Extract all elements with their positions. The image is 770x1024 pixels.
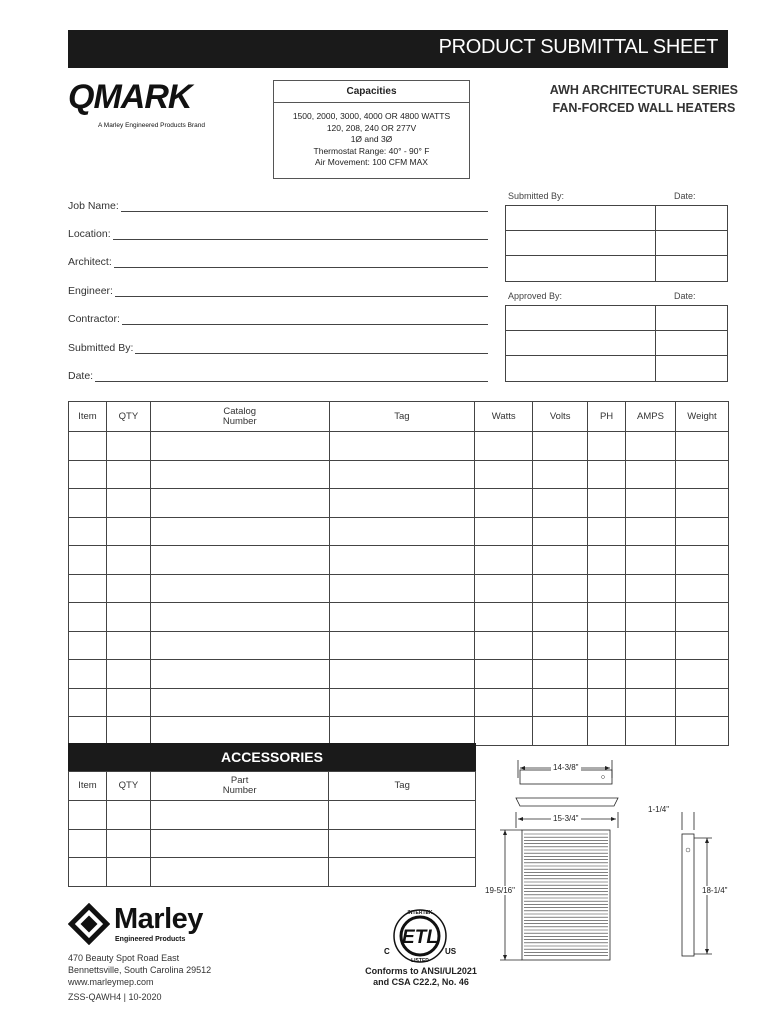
table-cell[interactable] <box>533 574 588 603</box>
table-cell[interactable] <box>533 489 588 518</box>
page-title: PRODUCT SUBMITTAL SHEET <box>438 36 718 58</box>
table-cell[interactable] <box>329 858 476 887</box>
table-cell[interactable] <box>533 717 588 746</box>
table-row <box>69 517 729 546</box>
table-cell[interactable] <box>69 460 107 489</box>
dimension-height: 19-5/16" <box>485 886 515 895</box>
etl-us-text: US <box>445 947 457 956</box>
capacities-box <box>273 80 470 179</box>
table-cell[interactable] <box>675 574 728 603</box>
table-cell[interactable] <box>588 517 626 546</box>
table-cell[interactable] <box>588 631 626 660</box>
address-line: 470 Beauty Spot Road East <box>68 953 180 963</box>
table-cell[interactable] <box>329 489 475 518</box>
submitted-by-sign-label: Submitted By: <box>508 191 565 201</box>
conforms-line-2: and CSA C22.2, No. 46 <box>373 977 469 987</box>
table-cell[interactable] <box>626 574 676 603</box>
job-name-label: Job Name: <box>68 200 119 212</box>
accessories-title: ACCESSORIES <box>68 743 476 771</box>
table-row <box>69 717 729 746</box>
etl-listed-icon <box>362 902 482 966</box>
accessory-header: Part Number <box>150 772 329 801</box>
table-cell[interactable] <box>106 460 150 489</box>
heater-dimension-drawing <box>478 750 738 970</box>
table-cell[interactable] <box>675 717 728 746</box>
table-cell[interactable] <box>150 829 329 858</box>
table-cell[interactable] <box>675 517 728 546</box>
table-cell[interactable] <box>475 717 533 746</box>
dimension-depth: 1-1/4" <box>648 805 670 814</box>
table-cell[interactable] <box>588 603 626 632</box>
table-cell[interactable] <box>533 603 588 632</box>
table-cell[interactable] <box>675 631 728 660</box>
svg-text:ETL: ETL <box>402 927 438 948</box>
conformance-text <box>362 966 480 988</box>
table-cell[interactable] <box>106 829 150 858</box>
table-row <box>69 858 476 887</box>
address-line: Bennettsville, South Carolina 29512 <box>68 965 212 975</box>
capacity-line: 1Ø and 3Ø <box>350 134 393 144</box>
architect-field[interactable] <box>68 252 488 268</box>
date-field[interactable] <box>68 366 488 382</box>
table-cell[interactable] <box>533 460 588 489</box>
submitted-by-label: Submitted By: <box>68 342 134 354</box>
capacity-line: 1500, 2000, 3000, 4000 OR 4800 WATTS <box>292 111 451 121</box>
table-cell[interactable] <box>533 688 588 717</box>
table-cell[interactable] <box>626 603 676 632</box>
table-cell[interactable] <box>329 717 475 746</box>
etl-c-text: C <box>384 947 390 956</box>
engineer-field[interactable] <box>68 281 488 297</box>
etl-bottom-text: LISTED <box>411 958 429 964</box>
table-cell[interactable] <box>150 717 329 746</box>
table-cell[interactable] <box>626 460 676 489</box>
table-cell[interactable] <box>150 574 329 603</box>
marley-diamond-icon <box>68 903 110 945</box>
table-row <box>69 432 729 461</box>
table-cell[interactable] <box>475 603 533 632</box>
table-row <box>69 489 729 518</box>
website-link[interactable]: www.marleymep.com <box>68 977 154 987</box>
marley-logo <box>68 903 208 948</box>
table-cell[interactable] <box>329 574 475 603</box>
table-cell[interactable] <box>475 631 533 660</box>
contractor-label: Contractor: <box>68 313 120 325</box>
table-cell[interactable] <box>106 688 150 717</box>
dimension-top-width: 14-3/8" <box>553 763 579 772</box>
document-code: ZSS-QAWH4 | 10-2020 <box>68 992 162 1002</box>
marley-logo-text: Marley <box>114 903 203 935</box>
table-cell[interactable] <box>106 489 150 518</box>
series-title <box>550 81 738 117</box>
table-cell[interactable] <box>675 660 728 689</box>
accessory-header: QTY <box>106 772 150 801</box>
product-header: Catalog Number <box>150 402 329 432</box>
table-cell[interactable] <box>533 546 588 575</box>
table-cell[interactable] <box>588 489 626 518</box>
table-cell[interactable] <box>626 432 676 461</box>
approved-date-sign-label: Date: <box>674 291 696 301</box>
capacity-line: Air Movement: 100 CFM MAX <box>315 157 428 167</box>
product-header: Weight <box>675 402 728 432</box>
submitted-date-sign-label: Date: <box>674 191 696 201</box>
table-row <box>69 829 476 858</box>
table-cell[interactable] <box>588 432 626 461</box>
table-cell[interactable] <box>626 688 676 717</box>
table-cell[interactable] <box>626 489 676 518</box>
table-cell[interactable] <box>69 858 107 887</box>
table-cell[interactable] <box>69 517 107 546</box>
table-cell[interactable] <box>150 801 329 830</box>
table-cell[interactable] <box>475 489 533 518</box>
table-cell[interactable] <box>329 631 475 660</box>
table-cell[interactable] <box>626 546 676 575</box>
approved-by-sign-label: Approved By: <box>508 291 563 301</box>
table-cell[interactable] <box>106 432 150 461</box>
table-cell[interactable] <box>675 489 728 518</box>
table-cell[interactable] <box>69 660 107 689</box>
table-cell[interactable] <box>475 460 533 489</box>
table-cell[interactable] <box>69 717 107 746</box>
table-cell[interactable] <box>329 603 475 632</box>
table-cell[interactable] <box>626 717 676 746</box>
table-cell[interactable] <box>588 460 626 489</box>
table-cell[interactable] <box>106 574 150 603</box>
table-cell[interactable] <box>588 546 626 575</box>
table-cell[interactable] <box>533 631 588 660</box>
table-cell[interactable] <box>150 460 329 489</box>
table-cell[interactable] <box>588 660 626 689</box>
location-field[interactable] <box>68 224 488 240</box>
etl-listed-mark <box>362 902 482 994</box>
table-cell[interactable] <box>106 603 150 632</box>
table-cell[interactable] <box>329 460 475 489</box>
product-header: Volts <box>533 402 588 432</box>
accessory-header: Tag <box>329 772 476 801</box>
table-row <box>69 660 729 689</box>
dimension-front-width: 15-3/4" <box>553 814 579 823</box>
accessories-table <box>68 771 476 887</box>
table-cell[interactable] <box>626 517 676 546</box>
table-cell[interactable] <box>475 660 533 689</box>
table-cell[interactable] <box>106 717 150 746</box>
table-cell[interactable] <box>588 688 626 717</box>
table-cell[interactable] <box>69 603 107 632</box>
table-cell[interactable] <box>69 829 107 858</box>
table-cell[interactable] <box>588 574 626 603</box>
table-cell[interactable] <box>588 717 626 746</box>
product-header: Watts <box>475 402 533 432</box>
table-cell[interactable] <box>150 546 329 575</box>
location-label: Location: <box>68 228 111 240</box>
table-cell[interactable] <box>150 432 329 461</box>
product-header: QTY <box>106 402 150 432</box>
submitted-signoff-grid[interactable] <box>505 205 728 282</box>
table-cell[interactable] <box>69 688 107 717</box>
table-cell[interactable] <box>150 688 329 717</box>
table-cell[interactable] <box>475 546 533 575</box>
capacity-line: Thermostat Range: 40° - 90° F <box>313 145 430 156</box>
table-cell[interactable] <box>69 574 107 603</box>
table-cell[interactable] <box>475 432 533 461</box>
etl-top-text: INTERTEK <box>407 910 433 916</box>
table-cell[interactable] <box>106 801 150 830</box>
table-cell[interactable] <box>329 517 475 546</box>
submitted-by-field[interactable] <box>68 338 488 354</box>
table-cell[interactable] <box>106 517 150 546</box>
table-cell[interactable] <box>69 432 107 461</box>
table-cell[interactable] <box>106 660 150 689</box>
table-cell[interactable] <box>675 688 728 717</box>
series-line-1: AWH ARCHITECTURAL SERIES <box>549 83 738 97</box>
table-cell[interactable] <box>150 631 329 660</box>
qmark-logo <box>68 78 208 138</box>
accessory-header: Item <box>69 772 107 801</box>
table-row <box>69 603 729 632</box>
table-cell[interactable] <box>150 660 329 689</box>
approved-signoff-grid[interactable] <box>505 305 728 382</box>
capacities-heading: Capacities <box>274 81 469 103</box>
table-cell[interactable] <box>475 688 533 717</box>
table-cell[interactable] <box>329 660 475 689</box>
table-cell[interactable] <box>69 801 107 830</box>
qmark-logo-subtitle: A Marley Engineered Products Brand <box>98 122 205 129</box>
contractor-field[interactable] <box>68 309 488 325</box>
table-cell[interactable] <box>329 801 476 830</box>
table-cell[interactable] <box>69 489 107 518</box>
table-cell[interactable] <box>106 858 150 887</box>
capacity-line: 120, 208, 240 OR 277V <box>326 122 417 133</box>
table-cell[interactable] <box>329 546 475 575</box>
table-cell[interactable] <box>329 432 475 461</box>
table-cell[interactable] <box>533 432 588 461</box>
series-line-2: FAN-FORCED WALL HEATERS <box>552 101 736 115</box>
table-cell[interactable] <box>533 517 588 546</box>
table-cell[interactable] <box>675 603 728 632</box>
table-cell[interactable] <box>106 631 150 660</box>
table-row <box>69 460 729 489</box>
table-row <box>69 546 729 575</box>
table-row <box>69 801 476 830</box>
table-cell[interactable] <box>106 546 150 575</box>
table-cell[interactable] <box>533 660 588 689</box>
company-address <box>68 952 211 988</box>
table-cell[interactable] <box>329 829 476 858</box>
table-cell[interactable] <box>675 460 728 489</box>
table-cell[interactable] <box>675 432 728 461</box>
table-cell[interactable] <box>150 489 329 518</box>
header-bar <box>68 30 728 68</box>
conforms-line-1: Conforms to ANSI/UL2021 <box>365 966 477 976</box>
table-cell[interactable] <box>69 546 107 575</box>
qmark-logo-text: QMARK <box>68 78 192 116</box>
architect-label: Architect: <box>68 256 112 268</box>
marley-logo-subtitle: Engineered Products <box>115 936 186 943</box>
product-table <box>68 401 729 746</box>
date-label: Date: <box>68 370 94 382</box>
product-header: Tag <box>329 402 475 432</box>
product-header: PH <box>588 402 626 432</box>
job-name-field[interactable] <box>68 196 488 212</box>
table-cell[interactable] <box>69 631 107 660</box>
product-header: AMPS <box>626 402 676 432</box>
dimension-side-height: 18-1/4" <box>702 886 728 895</box>
table-row <box>69 631 729 660</box>
table-cell[interactable] <box>675 546 728 575</box>
table-cell[interactable] <box>150 603 329 632</box>
table-cell[interactable] <box>475 517 533 546</box>
table-cell[interactable] <box>150 858 329 887</box>
table-row <box>69 574 729 603</box>
table-cell[interactable] <box>150 517 329 546</box>
engineer-label: Engineer: <box>68 285 113 297</box>
table-cell[interactable] <box>329 688 475 717</box>
table-cell[interactable] <box>475 574 533 603</box>
product-header: Item <box>69 402 107 432</box>
table-cell[interactable] <box>626 660 676 689</box>
table-cell[interactable] <box>626 631 676 660</box>
table-row <box>69 688 729 717</box>
